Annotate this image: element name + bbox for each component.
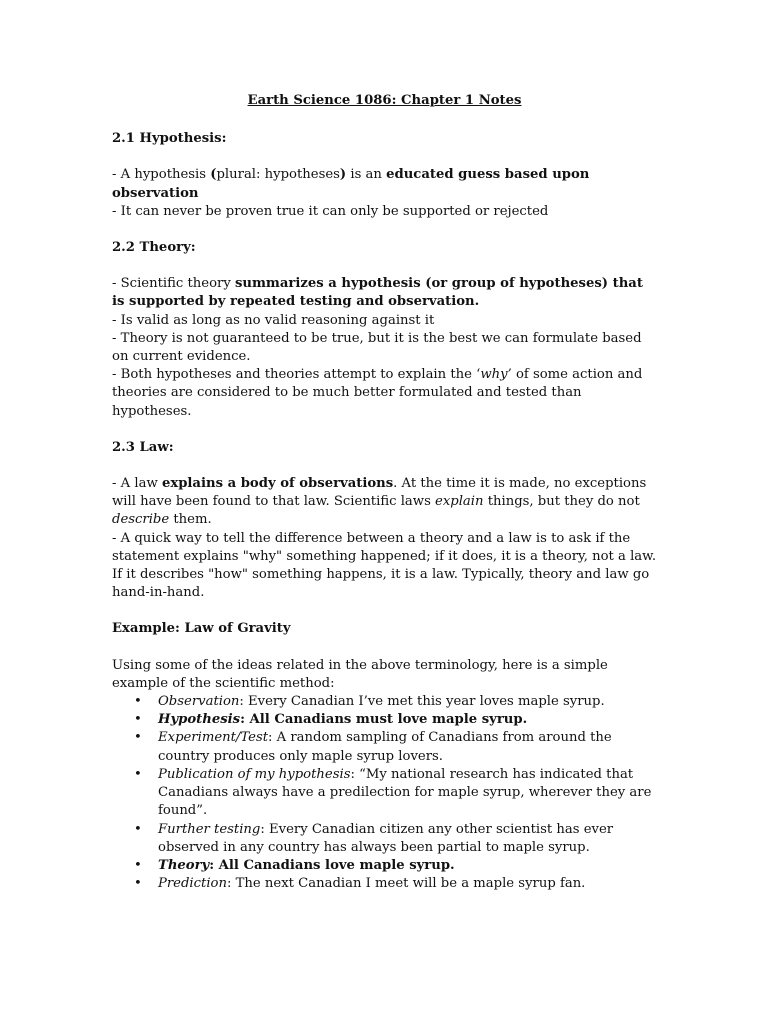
paragraph-run: is an [346,167,387,183]
paragraph-run: plural: hypotheses [216,167,340,183]
section-heading: 2.1 Hypothesis: [112,131,227,147]
example-bullet-item [134,766,657,821]
bullet-dot-icon: • [134,712,142,728]
paragraph-run: explain [435,494,484,510]
bullet-run: Prediction [158,876,227,892]
section-paragraph [112,366,657,421]
bullet-dot-icon: • [134,857,142,873]
section-paragraph [112,475,657,530]
section-paragraph [112,330,657,366]
bullet-dot-icon: • [134,730,142,746]
section-law [112,439,657,603]
paragraph-run: summarizes a hypothesis (or group of hypotheses) that is supported by repeated testing and observation. [112,276,643,310]
paragraph-run: . At the time it is made, no exceptions will have been found to that law. Scientific laws [112,476,647,510]
bullet-run: : All Canadians must love maple syrup. [240,712,528,728]
bullet-run: : “My national research has indicated that Canadians always have a predilection for maple syrup, wherever they are found”. [158,766,652,819]
bullet-run: : The next Canadian I meet will be a maple syrup fan. [226,876,586,892]
paragraph-run: - Theory is not guaranteed to be true, but it is the best we can formulate based on current evidence. [112,330,642,365]
example-bullet-item [134,729,657,765]
example-bullet-item [134,875,657,893]
notes-sections [112,130,657,602]
paragraph-run: - Scientific theory [112,276,235,292]
bullet-run: Experiment/Test [158,730,269,746]
section-theory [112,239,657,421]
paragraph-run: - Both hypotheses and theories attempt to explain the ‘ [112,367,481,383]
bullet-run: Hypothesis [158,712,241,728]
paragraph-run: ( [210,167,217,183]
section-paragraph [112,166,657,202]
document-page [112,92,657,893]
paragraph-run: - It can never be proven true it can only be supported or rejected [112,203,549,219]
paragraph-run: things, but they do not [483,494,640,510]
paragraph-run: why’ [480,367,512,383]
example-heading: Example: Law of Gravity [112,621,291,637]
bullet-run: : Every Canadian I’ve met this year loves maple syrup. [239,694,605,710]
paragraph-run: - A quick way to tell the difference between a theory and a law is to ask if the statement explains "why" something happened; if it does, it is a theory, not a law. If it describes "how" something happens, it is a law. Typically, theory and law go hand-in-hand. [112,530,657,601]
bullet-run: : Every Canadian citizen any other scientist has ever observed in any country has always been partial to maple syrup. [158,821,614,855]
paragraph-run: describe [112,512,170,528]
bullet-dot-icon: • [134,876,142,892]
paragraph-run: - A hypothesis [112,167,211,183]
section-hypothesis [112,130,657,221]
section-paragraph [112,275,657,311]
example-bullet-list [112,693,657,893]
section-heading: 2.3 Law: [112,439,174,455]
bullet-run: : A random sampling of Canadians from around the country produces only maple syrup lovers. [158,730,612,764]
bullet-dot-icon: • [134,766,142,782]
section-paragraph [112,312,657,330]
paragraph-run: - Is valid as long as no valid reasoning against it [112,312,435,328]
paragraph-run: explains a body of observations [161,476,394,492]
example-bullet-item [134,857,657,875]
example-bullet-item [134,821,657,857]
document-title: Earth Science 1086: Chapter 1 Notes [247,93,522,108]
section-heading: 2.2 Theory: [112,240,196,256]
paragraph-run: ) [339,167,347,183]
bullet-run: Publication of my hypothesis [158,766,351,782]
bullet-dot-icon: • [134,694,142,710]
example-bullet-item [134,693,657,711]
section-paragraph [112,530,657,603]
example-section [112,620,657,893]
bullet-run: : All Canadians love maple syrup. [209,857,455,873]
bullet-run: Further testing [158,821,261,837]
example-bullet-item [134,711,657,729]
paragraph-run: educated guess based upon observation [112,167,590,201]
example-intro: Using some of the ideas related in the above terminology, here is a simple example of the scientific method: [112,657,608,691]
bullet-run: Observation [158,694,240,710]
bullet-run: Theory [158,857,210,873]
paragraph-run: of some action and theories are considered to be much better formulated and tested than hypotheses. [112,367,643,419]
section-paragraph [112,203,657,221]
bullet-dot-icon: • [134,821,142,837]
paragraph-run: them. [169,512,212,528]
paragraph-run: - A law [112,476,162,492]
